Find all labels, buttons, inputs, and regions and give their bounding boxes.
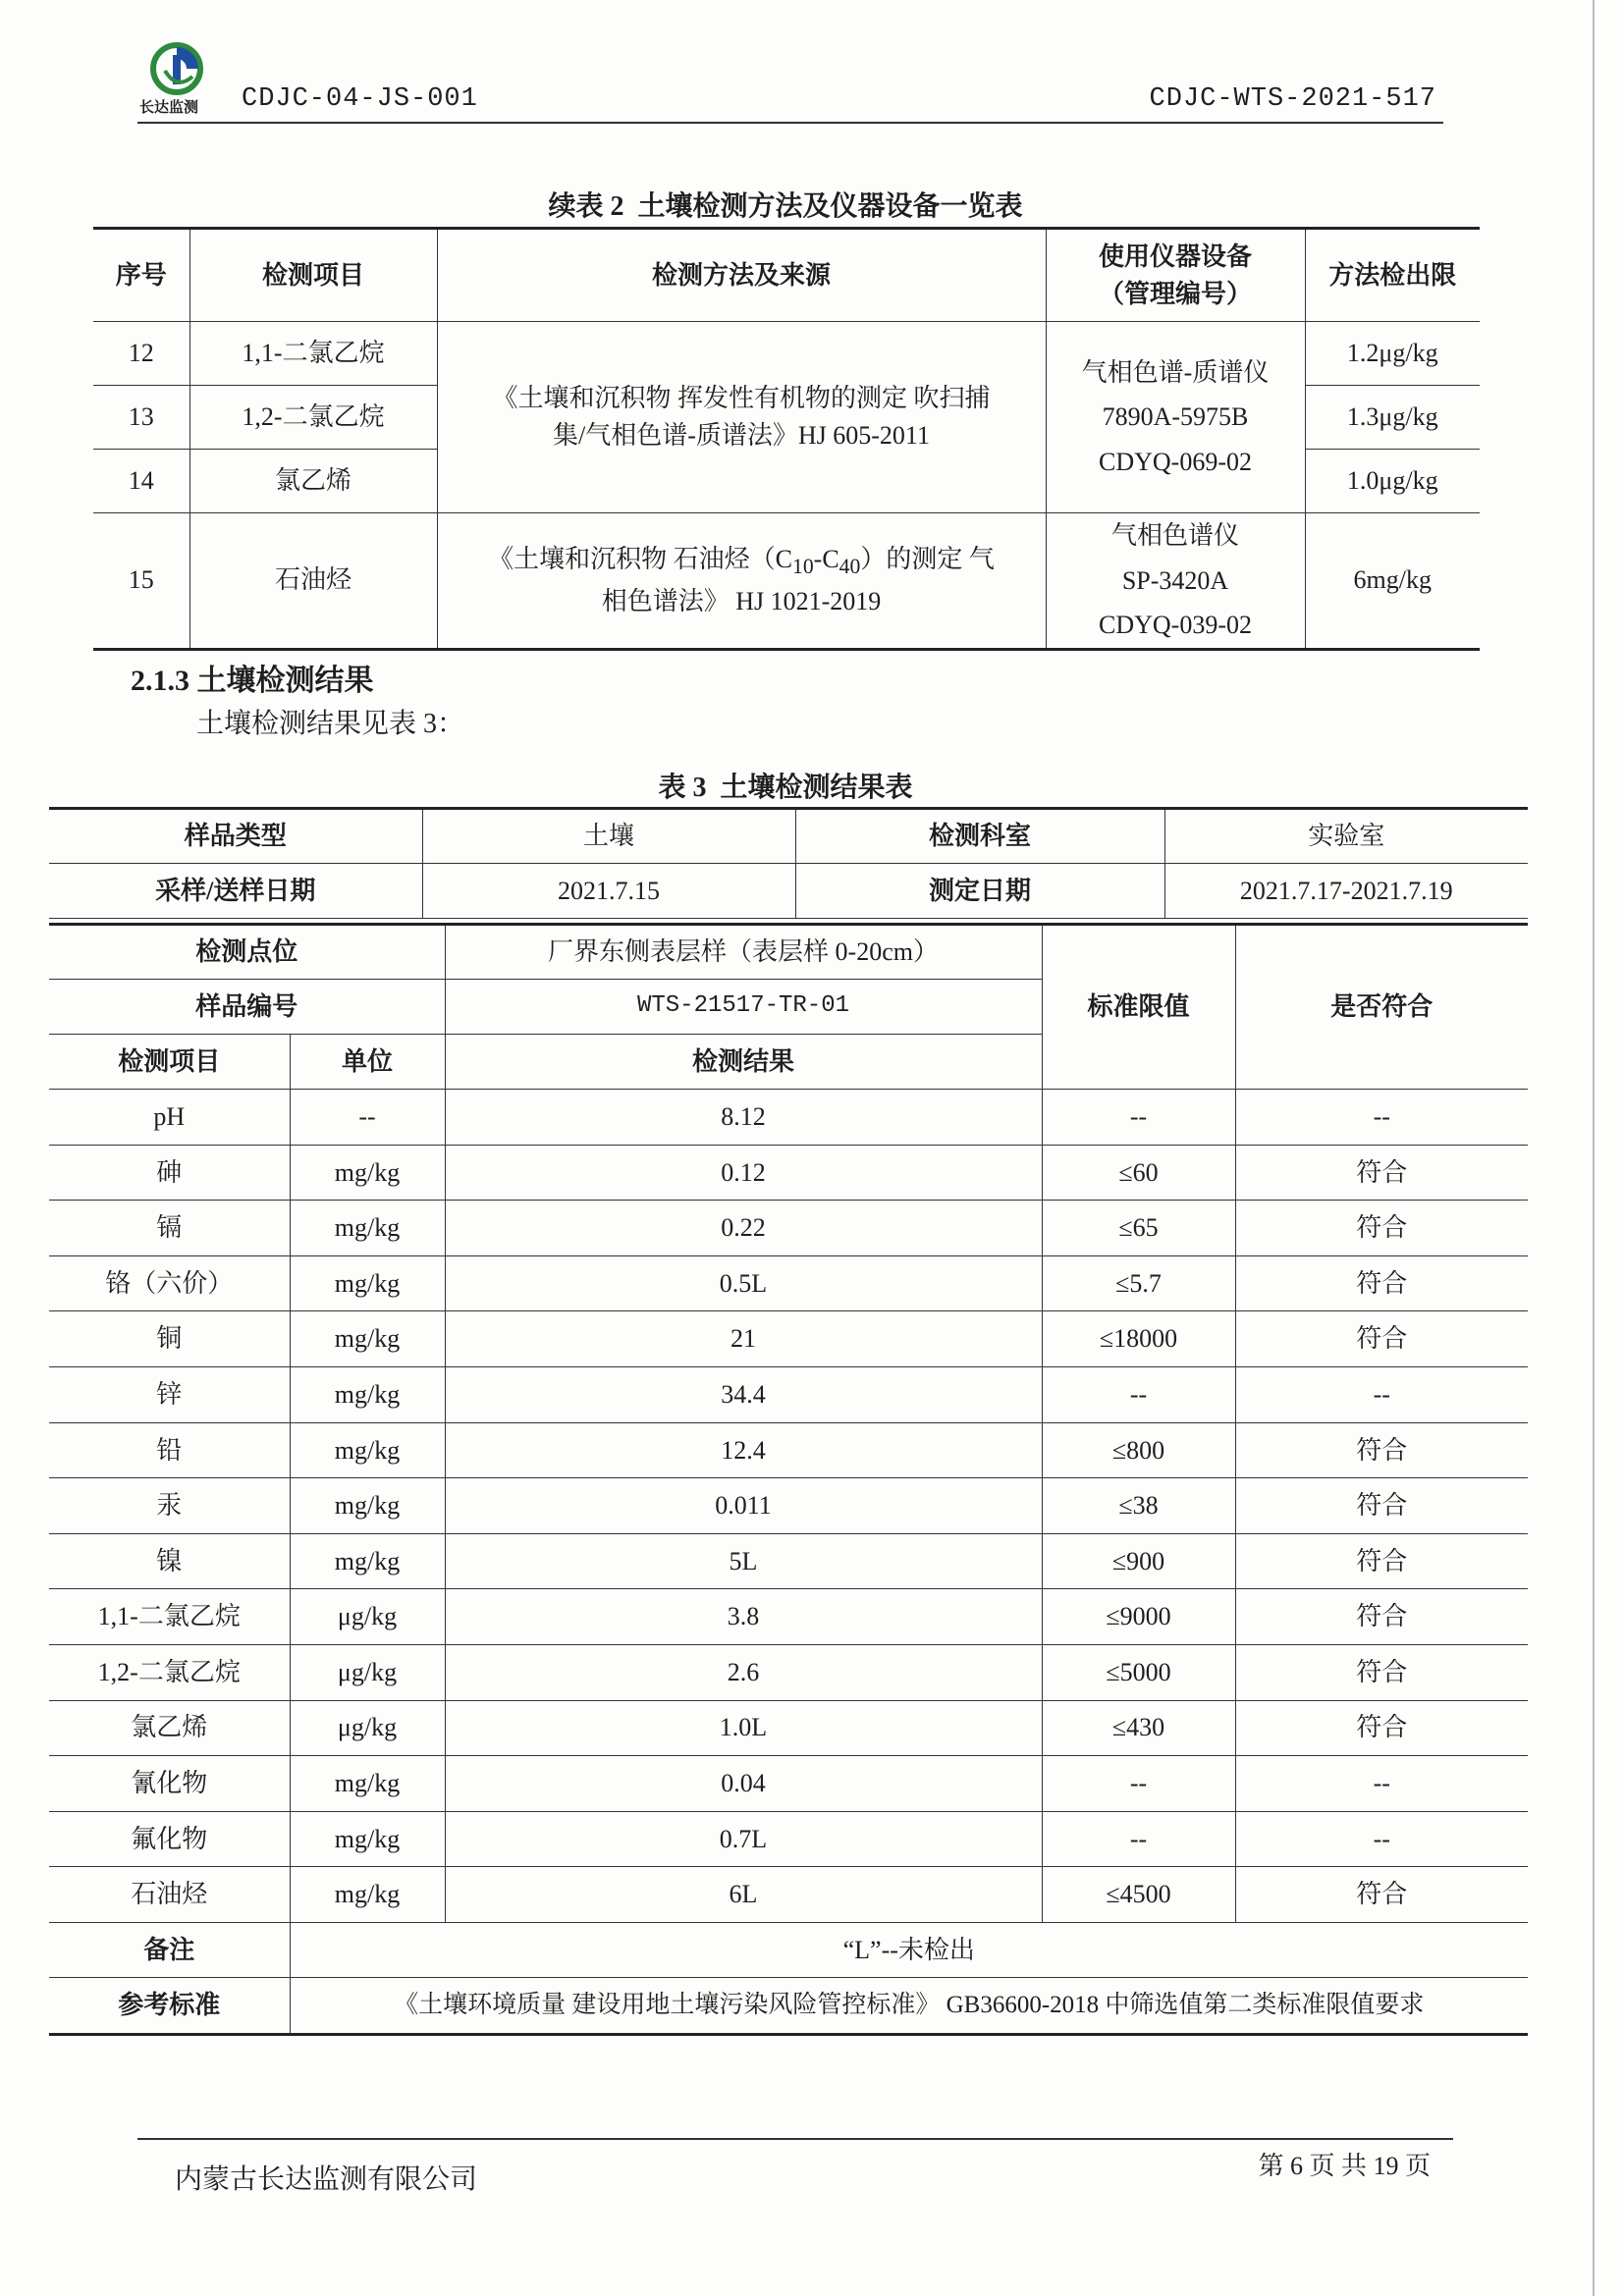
unit-cell: mg/kg [290, 1478, 445, 1534]
scan-edge-line [1593, 0, 1595, 2296]
item-cell: 氯乙烯 [189, 450, 437, 513]
sample-info-table [49, 807, 1528, 919]
item-cell: 汞 [49, 1478, 290, 1534]
result-cell: 1.0L [445, 1700, 1042, 1756]
standard-cell: ≤4500 [1042, 1867, 1235, 1923]
header-unit: 单位 [290, 1035, 445, 1090]
table2-caption-title: 土壤检测方法及仪器设备一览表 [637, 191, 1023, 222]
sample-number-label: 样品编号 [49, 980, 445, 1035]
instrument-line3: CDYQ-039-02 [1099, 611, 1252, 639]
standard-cell: ≤38 [1042, 1478, 1235, 1534]
header-instrument [1046, 229, 1305, 322]
header-method: 检测方法及来源 [437, 229, 1046, 322]
method-text-mid: -C [813, 545, 839, 574]
result-cell: 5L [445, 1533, 1042, 1589]
company-logo [139, 41, 216, 122]
conform-cell: 符合 [1235, 1201, 1528, 1256]
conform-cell: 符合 [1235, 1478, 1528, 1534]
header-item: 检测项目 [189, 229, 437, 322]
result-cell: 34.4 [445, 1366, 1042, 1422]
table-row [49, 1589, 1528, 1645]
sampling-date-label: 采样/送样日期 [49, 864, 422, 919]
item-cell: 氯乙烯 [49, 1700, 290, 1756]
test-date-label: 测定日期 [795, 864, 1164, 919]
item-cell: 镉 [49, 1201, 290, 1256]
seq-cell: 12 [93, 322, 189, 386]
location-row [49, 925, 1528, 980]
item-cell: 1,1-二氯乙烷 [49, 1589, 290, 1645]
soil-results-table [49, 923, 1528, 2036]
unit-cell: mg/kg [290, 1145, 445, 1201]
standard-cell: ≤65 [1042, 1201, 1235, 1256]
item-cell: pH [49, 1090, 290, 1146]
header-conform: 是否符合 [1235, 925, 1528, 1090]
sample-info-row [49, 864, 1528, 919]
table2-caption [0, 185, 1571, 224]
item-cell: 1,2-二氯乙烷 [189, 386, 437, 450]
standard-cell: -- [1042, 1090, 1235, 1146]
reference-row [49, 1977, 1528, 2034]
standard-cell: -- [1042, 1366, 1235, 1422]
result-cell: 0.12 [445, 1145, 1042, 1201]
method-line2: 相色谱法》 HJ 1021-2019 [601, 586, 882, 615]
unit-cell: mg/kg [290, 1201, 445, 1256]
result-cell: 8.12 [445, 1090, 1042, 1146]
document-form-code: CDJC-04-JS-001 [242, 84, 478, 114]
seq-cell: 15 [93, 513, 189, 650]
item-cell: 氟化物 [49, 1811, 290, 1867]
conform-cell: 符合 [1235, 1311, 1528, 1367]
header-standard: 标准限值 [1042, 925, 1235, 1090]
conform-cell: -- [1235, 1090, 1528, 1146]
remark-row [49, 1922, 1528, 1977]
conform-cell: -- [1235, 1811, 1528, 1867]
instrument-line1: 气相色谱仪 [1110, 521, 1239, 550]
instrument-cell [1046, 513, 1305, 650]
standard-cell: ≤18000 [1042, 1311, 1235, 1367]
item-cell: 氰化物 [49, 1756, 290, 1812]
limit-cell: 1.2μg/kg [1305, 322, 1480, 386]
footer-divider [137, 2138, 1453, 2140]
table3-caption-prefix: 表 3 [658, 773, 707, 803]
report-number: CDJC-WTS-2021-517 [1149, 84, 1436, 114]
unit-cell: -- [290, 1090, 445, 1146]
result-cell: 21 [445, 1311, 1042, 1367]
carbon-subscript-start: 10 [792, 555, 814, 579]
method-line1 [444, 541, 1040, 583]
header-seq: 序号 [93, 229, 189, 322]
limit-cell: 6mg/kg [1305, 513, 1480, 650]
section-text: 土壤检测结果见表 3： [196, 709, 465, 739]
sample-number-value: WTS-21517-TR-01 [445, 980, 1042, 1035]
remark-value: “L”--未检出 [290, 1922, 1528, 1977]
table-row [49, 1201, 1528, 1256]
table-row [49, 1756, 1528, 1812]
results-body [49, 1090, 1528, 1923]
unit-cell: mg/kg [290, 1867, 445, 1923]
table3-caption [0, 766, 1571, 805]
unit-cell: mg/kg [290, 1255, 445, 1311]
table3-caption-title: 土壤检测结果表 [720, 773, 913, 803]
unit-cell: μg/kg [290, 1644, 445, 1700]
table-row [49, 1478, 1528, 1534]
table-row [49, 1255, 1528, 1311]
table-row [49, 1090, 1528, 1146]
result-cell: 0.7L [445, 1811, 1042, 1867]
seq-cell: 14 [93, 450, 189, 513]
header-limit: 方法检出限 [1305, 229, 1480, 322]
lab-label: 检测科室 [795, 809, 1164, 864]
lab-value: 实验室 [1164, 809, 1528, 864]
method-cell [437, 513, 1046, 650]
location-label: 检测点位 [49, 925, 445, 980]
table-row [93, 513, 1480, 650]
result-cell: 0.22 [445, 1201, 1042, 1256]
reference-label: 参考标准 [49, 1977, 290, 2034]
sample-info-row [49, 809, 1528, 864]
conform-cell: 符合 [1235, 1533, 1528, 1589]
result-cell: 0.5L [445, 1255, 1042, 1311]
standard-cell: ≤800 [1042, 1422, 1235, 1478]
item-cell: 石油烃 [49, 1867, 290, 1923]
conform-cell: 符合 [1235, 1255, 1528, 1311]
section-heading: 2.1.3 土壤检测结果 [131, 665, 374, 697]
method-line2: 集/气相色谱-质谱法》HJ 605-2011 [553, 421, 930, 450]
result-cell: 12.4 [445, 1422, 1042, 1478]
standard-cell: ≤900 [1042, 1533, 1235, 1589]
unit-cell: mg/kg [290, 1811, 445, 1867]
table-row [49, 1700, 1528, 1756]
item-cell: 镍 [49, 1533, 290, 1589]
instrument-cell [1046, 322, 1305, 513]
unit-cell: mg/kg [290, 1366, 445, 1422]
conform-cell: 符合 [1235, 1644, 1528, 1700]
conform-cell: -- [1235, 1366, 1528, 1422]
standard-cell: ≤5000 [1042, 1644, 1235, 1700]
conform-cell: 符合 [1235, 1422, 1528, 1478]
item-cell: 1,1-二氯乙烷 [189, 322, 437, 386]
limit-cell: 1.3μg/kg [1305, 386, 1480, 450]
item-cell: 1,2-二氯乙烷 [49, 1644, 290, 1700]
instrument-line3: CDYQ-069-02 [1099, 447, 1252, 476]
result-cell: 3.8 [445, 1589, 1042, 1645]
table-row [49, 1422, 1528, 1478]
standard-cell: ≤430 [1042, 1700, 1235, 1756]
unit-cell: μg/kg [290, 1589, 445, 1645]
instrument-line1: 气相色谱-质谱仪 [1081, 357, 1270, 387]
method-line1: 《土壤和沉积物 挥发性有机物的测定 吹扫捕 [492, 384, 991, 413]
header-result: 检测结果 [445, 1035, 1042, 1090]
unit-cell: mg/kg [290, 1422, 445, 1478]
logo-text: 长达监测 [139, 98, 199, 116]
carbon-subscript-end: 40 [839, 555, 861, 579]
item-cell: 石油烃 [189, 513, 437, 650]
conform-cell: 符合 [1235, 1589, 1528, 1645]
item-cell: 铅 [49, 1422, 290, 1478]
table-row [49, 1311, 1528, 1367]
standard-cell: -- [1042, 1811, 1235, 1867]
table2-header-row [93, 229, 1480, 322]
result-cell: 0.04 [445, 1756, 1042, 1812]
location-value: 厂界东侧表层样（表层样 0-20cm） [445, 925, 1042, 980]
conform-cell: 符合 [1235, 1867, 1528, 1923]
item-cell: 砷 [49, 1145, 290, 1201]
conform-cell: 符合 [1235, 1145, 1528, 1201]
unit-cell: mg/kg [290, 1756, 445, 1812]
sample-type-value: 土壤 [422, 809, 795, 864]
standard-cell: ≤5.7 [1042, 1255, 1235, 1311]
item-cell: 铬（六价） [49, 1255, 290, 1311]
instrument-line2: 7890A-5975B [1102, 402, 1249, 432]
table2-caption-prefix: 续表 2 [548, 191, 624, 222]
standard-cell: ≤60 [1042, 1145, 1235, 1201]
header-instrument-line1: 使用仪器设备 [1098, 241, 1252, 271]
result-cell: 0.011 [445, 1478, 1042, 1534]
limit-cell: 1.0μg/kg [1305, 450, 1480, 513]
table-row [49, 1867, 1528, 1923]
method-text-pre: 《土壤和沉积物 石油烃（C [488, 545, 792, 574]
header-divider [137, 122, 1443, 124]
seq-cell: 13 [93, 386, 189, 450]
unit-cell: μg/kg [290, 1700, 445, 1756]
conform-cell: 符合 [1235, 1700, 1528, 1756]
sampling-date-value: 2021.7.15 [422, 864, 795, 919]
table-row [49, 1811, 1528, 1867]
table-row [93, 322, 1480, 386]
test-date-value: 2021.7.17-2021.7.19 [1164, 864, 1528, 919]
footer-company: 内蒙古长达监测有限公司 [175, 2163, 478, 2195]
page-number: 第 6 页 共 19 页 [1258, 2152, 1431, 2180]
header-instrument-line2: （管理编号） [1098, 279, 1252, 308]
table-row [49, 1366, 1528, 1422]
table-row [49, 1145, 1528, 1201]
method-equipment-table [93, 227, 1480, 651]
conform-cell: -- [1235, 1756, 1528, 1812]
item-cell: 铜 [49, 1311, 290, 1367]
method-text-post: ）的测定 气 [860, 545, 995, 574]
sample-type-label: 样品类型 [49, 809, 422, 864]
result-cell: 2.6 [445, 1644, 1042, 1700]
remark-label: 备注 [49, 1922, 290, 1977]
item-cell: 锌 [49, 1366, 290, 1422]
unit-cell: mg/kg [290, 1311, 445, 1367]
result-cell: 6L [445, 1867, 1042, 1923]
table-row [49, 1644, 1528, 1700]
header-item: 检测项目 [49, 1035, 290, 1090]
standard-cell: ≤9000 [1042, 1589, 1235, 1645]
unit-cell: mg/kg [290, 1533, 445, 1589]
reference-value: 《土壤环境质量 建设用地土壤污染风险管控标准》 GB36600-2018 中筛选值第二类标准限值要求 [290, 1977, 1528, 2034]
standard-cell: -- [1042, 1756, 1235, 1812]
table-row [49, 1533, 1528, 1589]
instrument-line2: SP-3420A [1121, 565, 1229, 595]
method-cell [437, 322, 1046, 513]
